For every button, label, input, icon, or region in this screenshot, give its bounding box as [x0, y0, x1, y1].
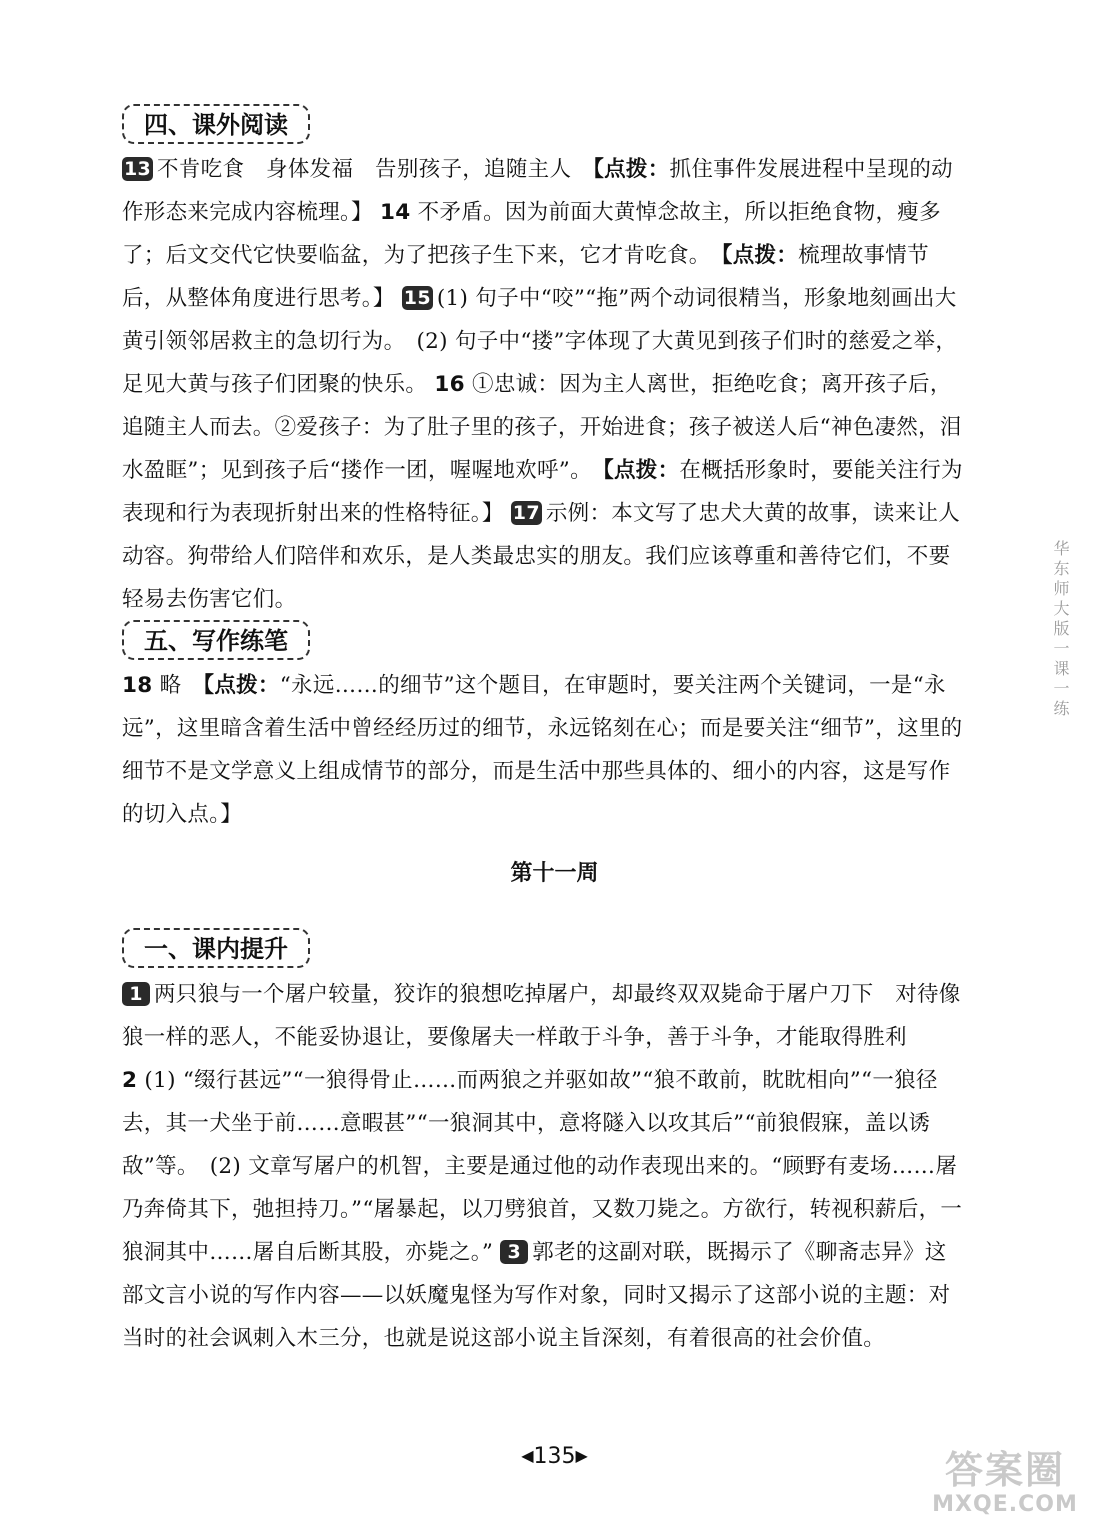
answer-2: (1) “缀行甚远”“一狼得骨止……而两狼之并驱如故”“狼不敢前，眈眈相向”“一狼径去，其一犬坐于前……意暇甚”“一狼洞其中，意将隧入以攻其后”“前狼假寐，盖以诱敌”等。 (2) 文章写屠户的机智，主要是通过他的动作表现出来的。“顾野有麦场……屠乃奔倚其下，弛担持刀。”“屠暴起，以刀劈狼首，又数刀毙之。方欲行，转视积薪后，一狼洞其中……屠自后断其股，亦毙之。” [122, 1068, 963, 1265]
tip-text-18: “永远……的细节”这个题目，在审题时，要关注两个关键词，一是“永远”，这里暗含着生活中曾经经历过的细节，永远铭刻在心；而是要关注“细节”，这里的细节不是文学意义上组成情节的部分，而是生活中那些具体的、细小的内容，这是写作的切入点。】 [122, 673, 963, 827]
section-header-writing-practice: 五、写作练笔 [122, 620, 310, 660]
week-title: 第十一周 [510, 861, 599, 886]
tip-text-16: 在概括形象时，要能关注行为表现和行为表现折射出来的性格特征。】 [122, 458, 963, 526]
question-number-3: 3 [500, 1240, 528, 1264]
watermark-logo-text: 答案圈 [944, 1448, 1065, 1492]
answer-3: 郭老的这副对联，既揭示了《聊斋志异》这部文言小说的写作内容——以妖魔鬼怪为写作对象，同时又揭示了这部小说的主题：对当时的社会讽刺入木三分，也就是说这部小说主旨深刻，有着很高的社会价值。 [122, 1240, 951, 1351]
tip-label-18: 【点拨： [203, 673, 280, 698]
tip-label-16: 【点拨： [602, 458, 680, 483]
question-number-16: 16 [434, 372, 465, 397]
answers-block-3 [122, 973, 967, 1360]
question-number-13: 13 [124, 158, 152, 180]
side-book-title: 华东师大版一课一练 [1051, 540, 1070, 720]
page-number-value: 135 [533, 1444, 576, 1469]
tip-text-13: 抓住事件发展进程中呈现的动作形态来完成内容梳理。】 [122, 157, 953, 225]
question-number-17: 17 [512, 502, 540, 524]
answers-block-1 [122, 148, 967, 621]
watermark [905, 1448, 1105, 1517]
watermark-domain: MXQE.COM [932, 1492, 1078, 1517]
section-header-extracurricular-reading: 四、课外阅读 [122, 104, 310, 144]
section-header-in-class-improvement: 一、课内提升 [122, 928, 310, 968]
answer-13: 不肯吃食 身体发福 告别孩子，追随主人 [157, 157, 594, 182]
triangle-left-icon: ◀ [521, 1446, 534, 1465]
triangle-right-icon: ▶ [575, 1446, 588, 1465]
question-number-1: 1 [122, 982, 150, 1006]
answer-14: 不矛盾。因为前面大黄悼念故主，所以拒绝食物，瘦多了；后文交代它快要临盆，为了把孩子生下来，它才肯吃食。 [122, 200, 941, 268]
tip-text-14: 梳理故事情节后，从整体角度进行思考。】 [122, 243, 929, 311]
answer-15: (1) 句子中“咬”“拖”两个动词很精当，形象地刻画出大黄引领邻居救主的急切行为。 (2) 句子中“搂”字体现了大黄见到孩子们时的慈爱之举，足见大黄与孩子们团聚的快乐。 [122, 286, 958, 397]
question-number-14: 14 [380, 200, 411, 225]
answers-block-2 [122, 664, 967, 836]
answer-16: ①忠诚：因为主人离世，拒绝吃食；离开孩子后，追随主人而去。②爱孩子：为了肚子里的孩子，开始进食；孩子被送人后“神色凄然，泪水盈眶”；见到孩子后“搂作一团，喔喔地欢呼”。 [122, 372, 962, 483]
question-number-18: 18 [122, 673, 153, 698]
tip-label-14: 【点拨： [721, 243, 799, 268]
answer-18: 略 [159, 673, 204, 698]
answer-17: 示例：本文写了忠犬大黄的故事，读来让人动容。狗带给人们陪伴和欢乐，是人类最忠实的朋友。我们应该尊重和善待它们，不要轻易去伤害它们。 [122, 501, 961, 612]
question-number-2: 2 [122, 1068, 138, 1093]
tip-label-13: 【点拨： [593, 157, 670, 182]
question-number-15: 15 [403, 287, 431, 309]
answer-1: 两只狼与一个屠户较量，狡诈的狼想吃掉屠户，却最终双双毙命于屠户刀下 对待像狼一样的恶人，不能妥协退让，要像屠夫一样敢于斗争，善于斗争，才能取得胜利 [122, 982, 961, 1050]
